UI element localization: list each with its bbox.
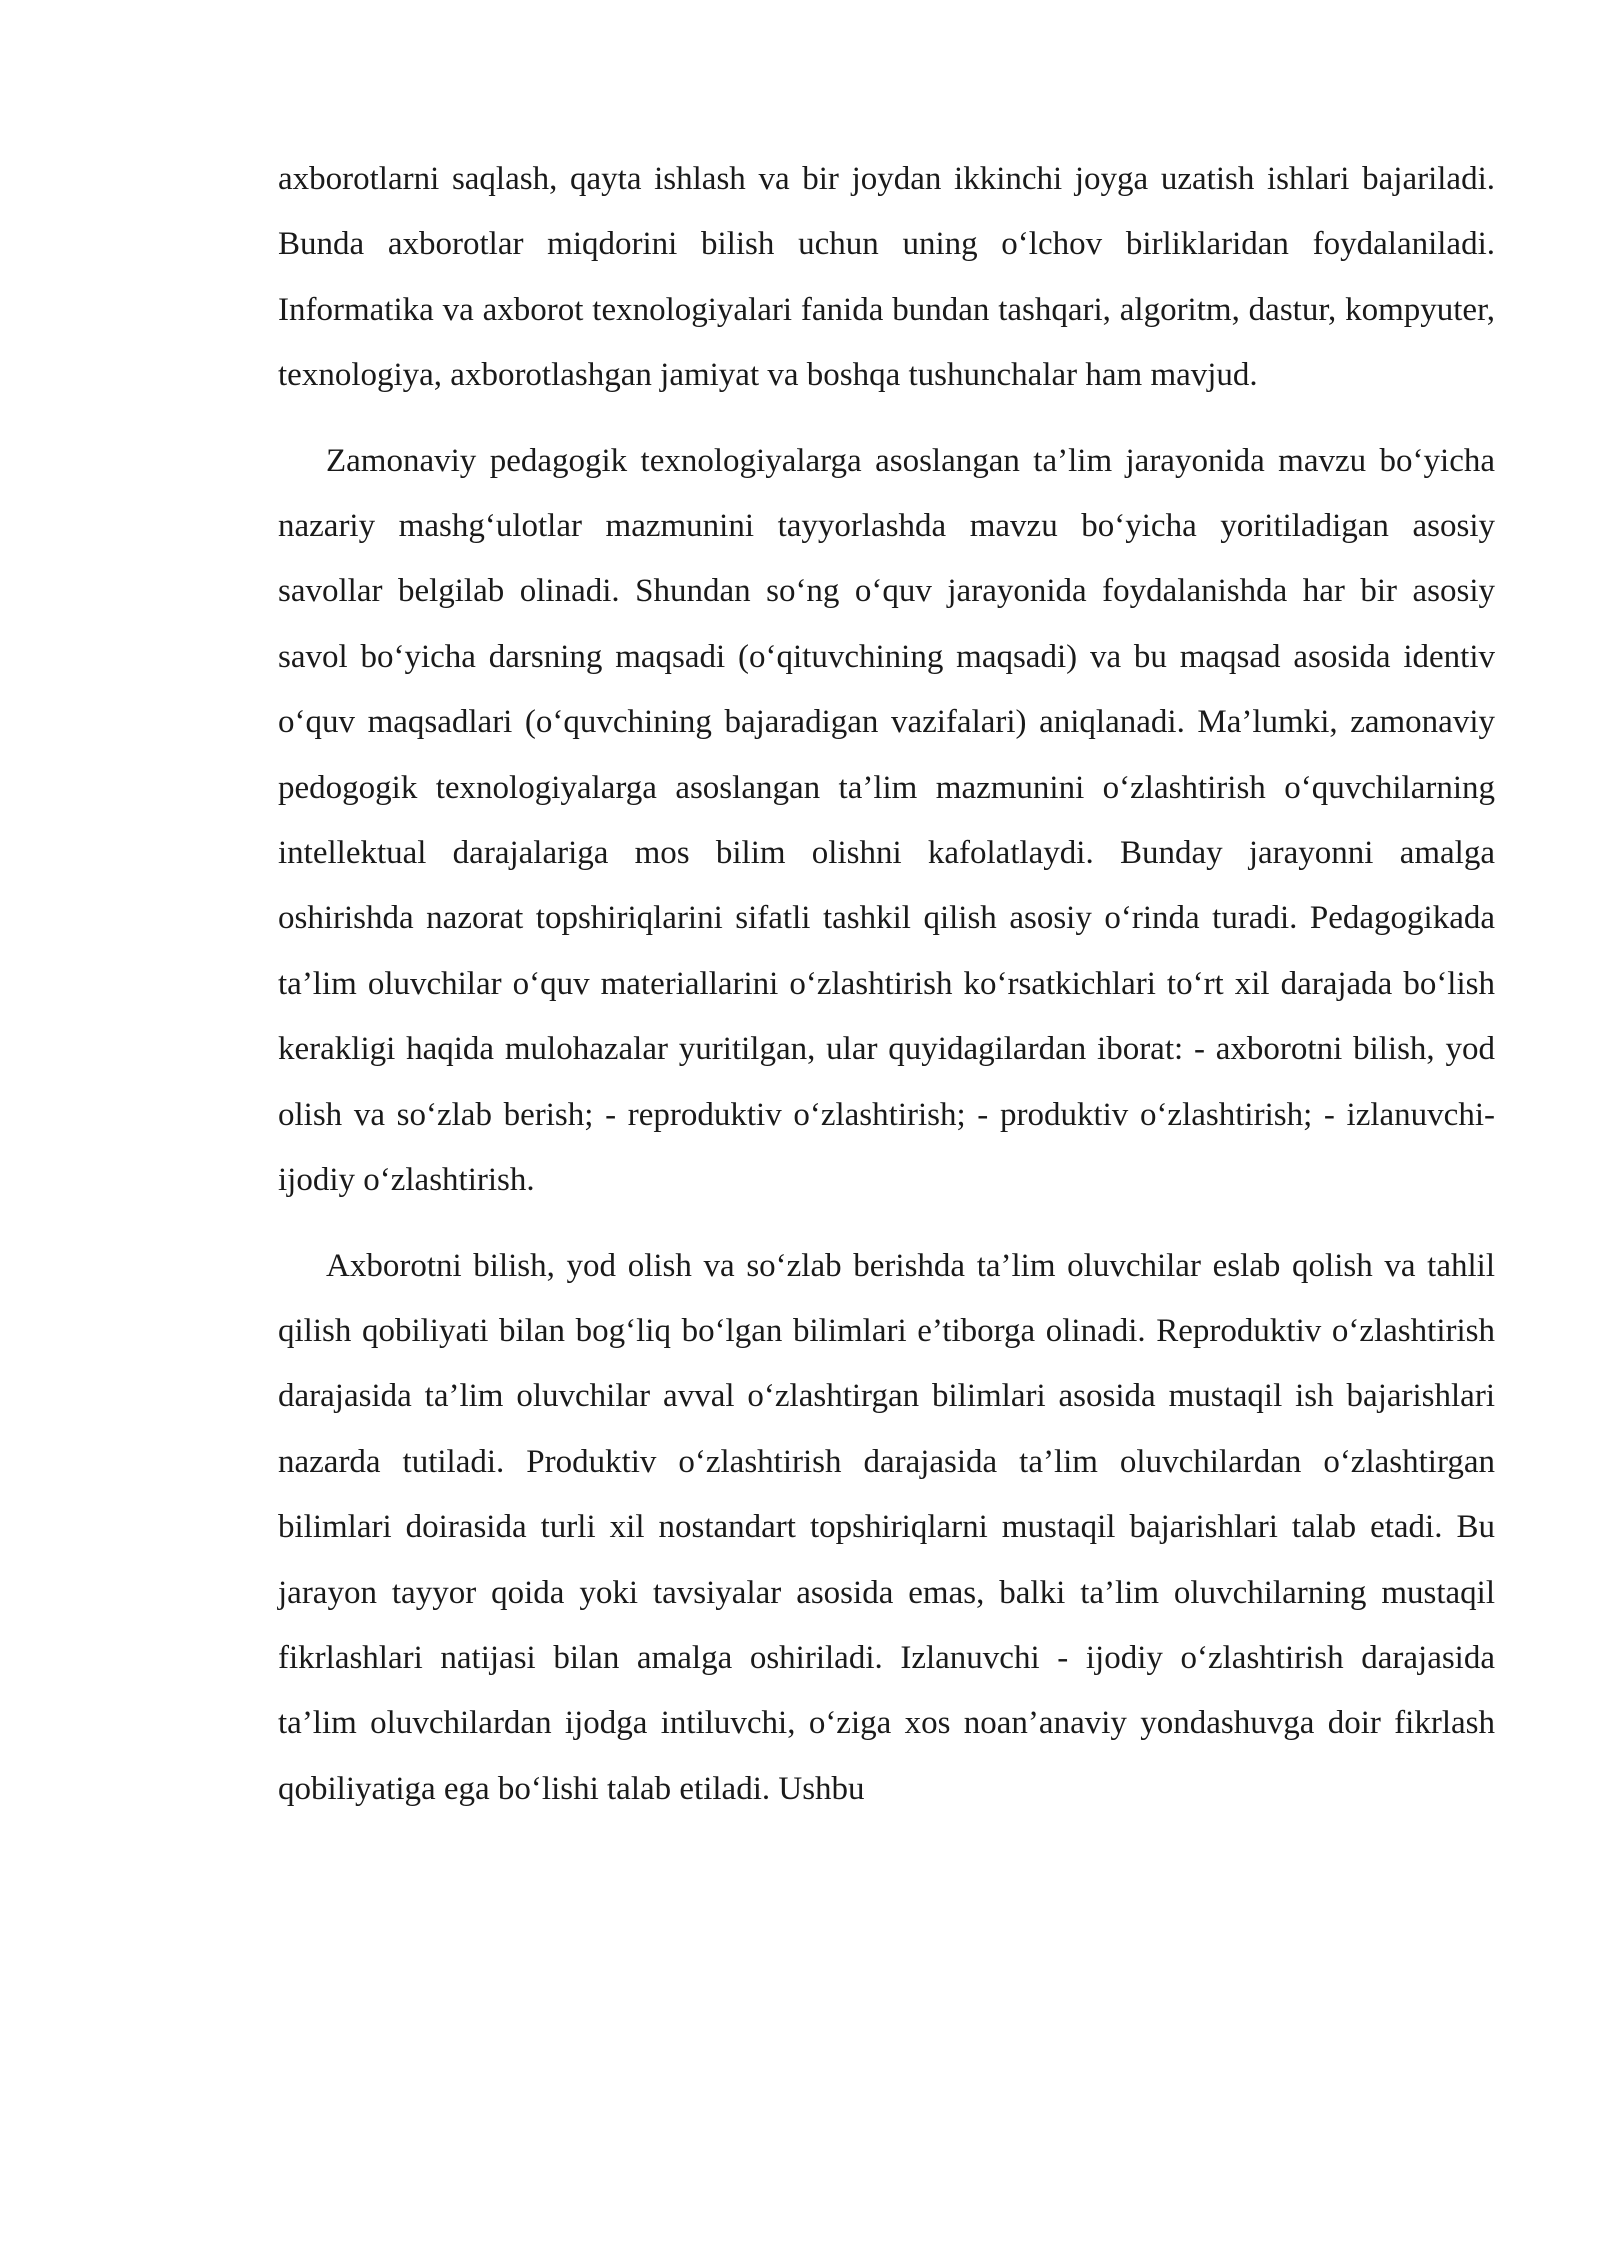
paragraph-mastery-levels: Axborotni bilish, yod olish va so‘zlab berishda ta’lim oluvchilar eslab qolish va tahlil qilish qobiliyati bilan bog‘liq bo‘lgan bilimlari e’tiborga olinadi. Reproduktiv o‘zlashtirish darajasida ta’lim oluvchilar avval o‘zlashtirgan bilimlari asosida mustaqil ish bajarishlari nazarda tutiladi. Produktiv o‘zlashtirish darajasida ta’lim oluvchilardan o‘zlashtirgan bilimlari doirasida turli xil nostandart topshiriqlarni mustaqil bajarishlari talab etadi. Bu jarayon tayyor qoida yoki tavsiyalar asosida emas, balki ta’lim oluvchilarning mustaqil fikrlashlari natijasi bilan amalga oshiriladi. Izlanuvchi - ijodiy o‘zlashtirish darajasida ta’lim oluvchilardan ijodga intiluvchi, o‘ziga xos noan’anaviy yondashuvga doir fikrlash qobiliyatiga ega bo‘lishi talab etiladi. Ushbu <box>278 1247 1495 1807</box>
document-body <box>278 147 1495 1822</box>
paragraph-continuation: axborotlarni saqlash, qayta ishlash va bir joydan ikkinchi joyga uzatish ishlari bajariladi. Bunda axborotlar miqdorini bilish uchun uning o‘lchov birliklaridan foydalaniladi. Informatika va axborot texnologiyalari fanida bundan tashqari, algoritm, dastur, kompyuter, texnologiya, axborotlashgan jamiyat va boshqa tushunchalar ham mavjud. <box>278 161 1495 394</box>
paragraph-pedagogical-technologies: Zamonaviy pedagogik texnologiyalarga asoslangan ta’lim jarayonida mavzu bo‘yicha nazariy mashg‘ulotlar mazmunini tayyorlashda mavzu bo‘yicha yoritiladigan asosiy savollar belgilab olinadi. Shundan so‘ng o‘quv jarayonida foydalanishda har bir asosiy savol bo‘yicha darsning maqsadi (o‘qituvchining maqsadi) va bu maqsad asosida identiv o‘quv maqsadlari (o‘quvchining bajaradigan vazifalari) aniqlanadi. Ma’lumki, zamonaviy pedogogik texnologiyalarga asoslangan ta’lim mazmunini o‘zlashtirish o‘quvchilarning intellektual darajalariga mos bilim olishni kafolatlaydi. Bunday jarayonni amalga oshirishda nazorat topshiriqlarini sifatli tashkil qilish asosiy o‘rinda turadi. Pedagogikada ta’lim oluvchilar o‘quv materiallarini o‘zlashtirish ko‘rsatkichlari to‘rt xil darajada bo‘lish kerakligi haqida mulohazalar yuritilgan, ular quyidagilardan iborat: - axborotni bilish, yod olish va so‘zlab berish; - reproduktiv o‘zlashtirish; - produktiv o‘zlashtirish; - izlanuvchi- ijodiy o‘zlashtirish. <box>278 442 1495 1199</box>
